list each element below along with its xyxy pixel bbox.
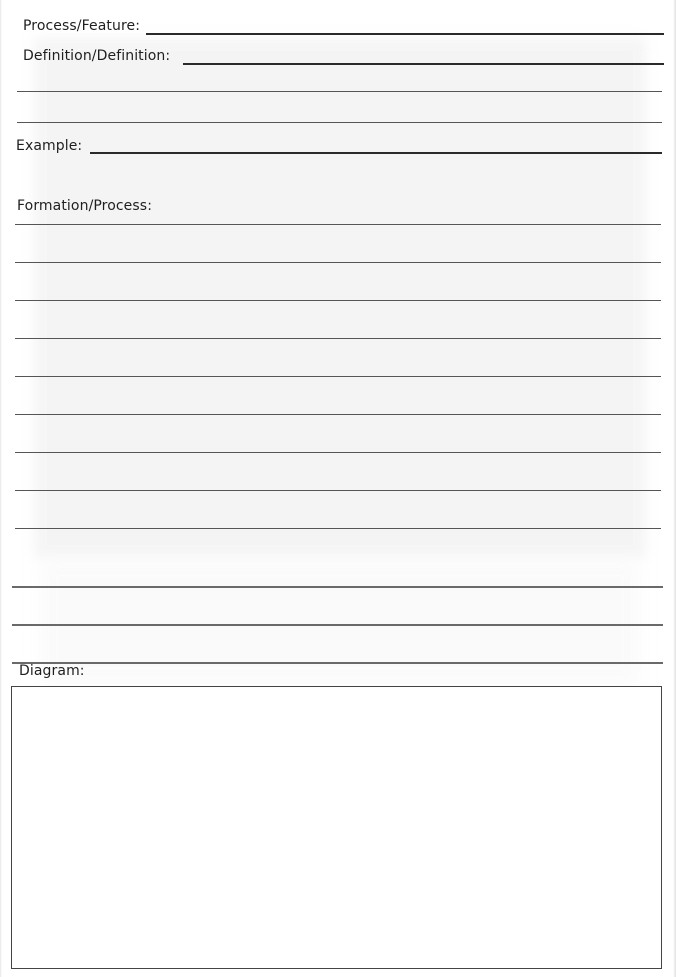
- definition-answer-line[interactable]: [183, 63, 664, 65]
- example-label: Example:: [16, 138, 83, 154]
- background-shade-lower: [40, 558, 640, 686]
- process-feature-label: Process/Feature:: [23, 18, 141, 34]
- definition-rule-1[interactable]: [17, 91, 662, 92]
- diagram-label: Diagram:: [19, 663, 85, 679]
- formation-rule-1[interactable]: [15, 224, 661, 225]
- formation-rule-3[interactable]: [15, 300, 661, 301]
- formation-rule-8[interactable]: [15, 490, 661, 491]
- formation-rule-6[interactable]: [15, 414, 661, 415]
- formation-rule-7[interactable]: [15, 452, 661, 453]
- formation-rule-12[interactable]: [12, 662, 663, 664]
- definition-rule-2[interactable]: [17, 122, 662, 123]
- formation-process-label: Formation/Process:: [17, 198, 153, 214]
- background-shade: [34, 38, 646, 558]
- process-feature-answer-line[interactable]: [146, 33, 664, 35]
- formation-rule-9[interactable]: [15, 528, 661, 529]
- page-edge-left: [0, 0, 2, 977]
- definition-label: Definition/Definition:: [23, 48, 171, 64]
- formation-rule-10[interactable]: [12, 586, 663, 588]
- formation-rule-4[interactable]: [15, 338, 661, 339]
- formation-rule-5[interactable]: [15, 376, 661, 377]
- diagram-box[interactable]: [11, 686, 662, 969]
- formation-rule-11[interactable]: [12, 624, 663, 626]
- formation-rule-2[interactable]: [15, 262, 661, 263]
- example-answer-line[interactable]: [90, 152, 662, 154]
